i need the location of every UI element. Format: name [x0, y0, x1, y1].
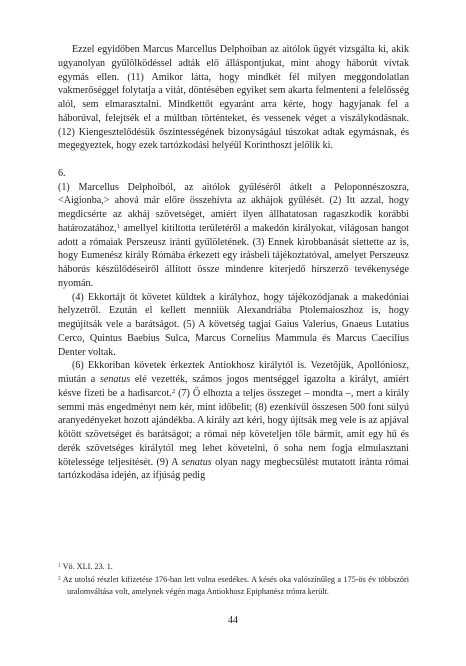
footnote-2: [58, 574, 409, 597]
paragraph-antiochus-part-4: olyan nagy megbecsülést mutatott iránta római tartózkodása idején, az ifjúság pedig: [58, 456, 409, 482]
main-text: [58, 43, 409, 483]
paragraph-antiochus-part-2: elé vezették, számos jogos mentséggel igazolta a királyt, amiért késve fizeti be a hadisarcot.: [58, 374, 409, 399]
paragraph-antiochus: [58, 359, 409, 483]
footnote-2-text: Az utolsó részlet kifizetése 176-ban lett volna esedékes. A késés oka valószínűleg a 175-ös év többszöri uralomváltása volt, amelynek végén maga Antiokhosz Epiphanész trónra került.: [62, 575, 409, 596]
paragraph-intro-text: Ezzel egyidőben Marcus Marcellus Delphoiban az aitólok ügyét vizsgálta ki, akik ugyanolyan gyűlölködéssel adták elő álláspontjukat, mint ahogy háborút vívtak egymás ellen. (11) Amikor látta, hogy mindkét fél milyen meggondolatlan vakmerőséggel folytatja a vitát, döntésében egyiket sem akarta felmenteni a felelősség alól, sem elmarasztalni. Mindkettőt egyaránt arra kérte, hogy hagyjanak fel a háborúval, felejtsék el a múltban történteket, és vessenek véget a viszálykodásnak. (12) Kiengesztelődésük őszintességének bizonyságául túszokat adtak egymásnak, és megegyeztek, hogy ezek tartózkodási helyéül Korinthoszt jelölik ki.: [58, 44, 409, 152]
paragraph-antiochus-part-1: (6) Ekkoriban követek érkeztek Antiokhosz királytól is. Vezetőjük, Apollóniosz, miután a: [58, 360, 409, 385]
paragraph-intro: [58, 43, 409, 153]
paragraph-marcellus: [58, 181, 409, 291]
senatus-italic-1: senatus: [99, 374, 131, 385]
senatus-italic-2: senatus: [181, 456, 212, 468]
footnotes: [58, 561, 409, 599]
footnote-ref-1: 1: [116, 222, 120, 230]
section-number: [58, 167, 409, 181]
paragraph-envoys: [58, 291, 409, 360]
footnote-ref-2: 2: [171, 387, 176, 395]
paragraph-marcellus-part-1: (1) Marcellus Delphoiból, az aitólok gyűléséről átkelt a Peloponnészoszra, <Aigionba,> ahová már előre összehívta az akhájok gyűlését. (2) Itt azzal, hogy megdicsérte az akháj szövetséget, amiért ilyen állhatatosan ragaszkodik korábbi határozatához,: [58, 181, 409, 234]
footnote-1-marker: 1: [58, 562, 61, 569]
footnote-1-text: Vö. XLI. 23. 1.: [62, 562, 113, 571]
paragraph-marcellus-part-2: amellyel kitiltotta területéről a makedón királyokat, világosan hangot adott a rómaiak Perszeusz iránti gyűlöletének. (3) Ennek kirobbanását siettette az is, hogy Eumenész király Rómába érkezett egy írásbeli tájékoztatóval, amelyet Perszeusz háborús készülődéseiről állított össze mindenre kiterjedő hírszerző tevékenysége nyomán.: [58, 222, 409, 289]
section-number-text: 6.: [58, 167, 66, 179]
paragraph-antiochus-part-3: (7) Ő elhozta a teljes összeget – mondta –, mert a király semmi más engedményt nem kér, mint időbelit; (8) ezenkívül összesen 500 font súlyú aranyedényeket hozott ajándékba. A király azt kéri, hogy újítsák meg vele is az apjával kötött szövetséget és barátságot; a római nép követeljen tőle bármit, amit egy hű és derék szövetséges királytól meg lehet követelni, ő soha nem fogja elmulasztani kötelessége teljesítését. (9) A: [58, 387, 409, 468]
page-number: 44: [228, 615, 238, 626]
footnote-2-marker: 2: [58, 576, 61, 583]
footnote-1: [58, 561, 409, 572]
paragraph-envoys-text: (4) Ekkortájt öt követet küldtek a királyhoz, hogy tájékozódjanak a makedóniai helyzetről. Ezután el kellett menniük Alexandriába Ptolemaioszhoz is, hogy megújítsák vele a barátságot. (5) A követség tagjai Gaius Valerius, Gnaeus Lutatius Cerco, Quintus Baebius Sulca, Marcus Cornelius Mammula és Marcus Caecilius Denter voltak.: [58, 291, 409, 358]
